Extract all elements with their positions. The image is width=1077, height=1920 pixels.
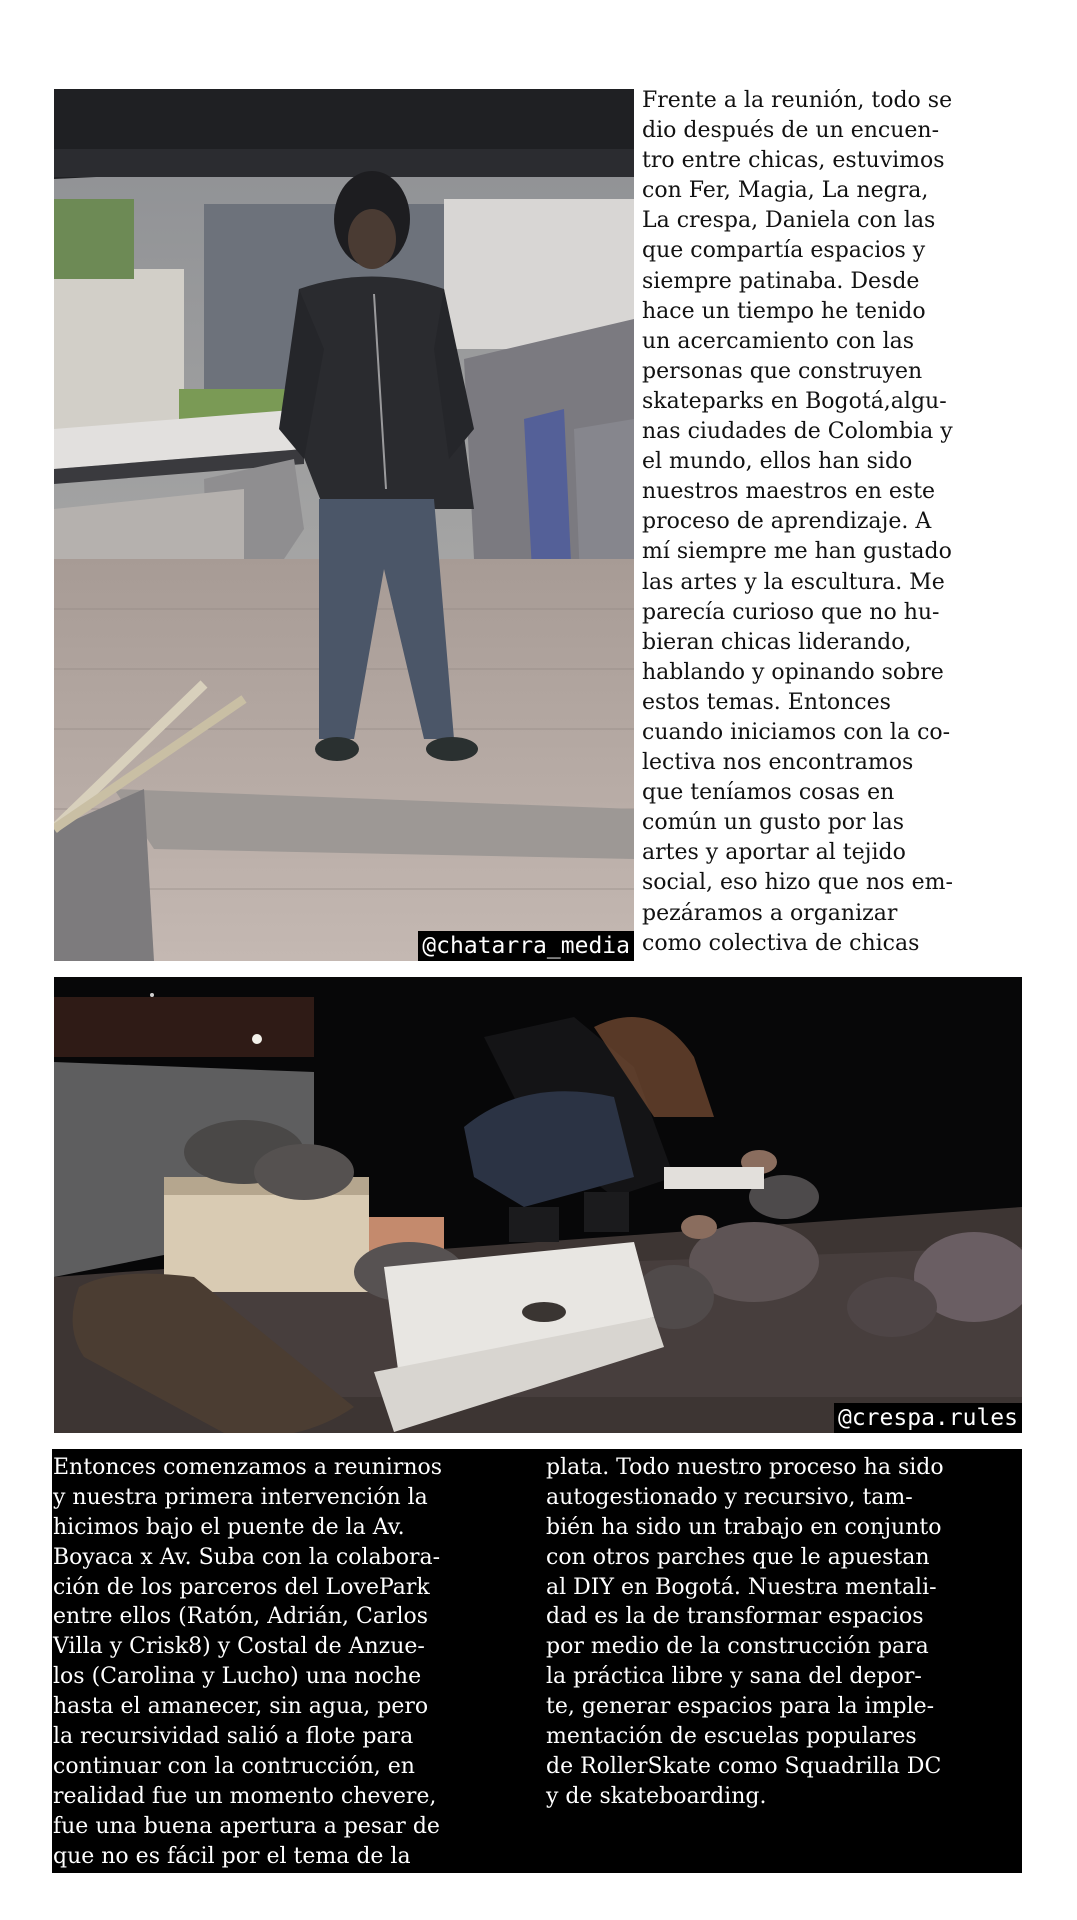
text-line: hace un tiempo he tenido: [642, 298, 926, 324]
text-line: al DIY en Bogotá. Nuestra mentali-: [546, 1574, 937, 1600]
story-text-left-column: [53, 1453, 442, 1871]
text-line: hicimos bajo el puente de la Av.: [53, 1514, 405, 1540]
text-line: te, generar espacios para la imple-: [546, 1694, 935, 1720]
text-line: nas ciudades de Colombia y: [642, 419, 953, 445]
photo-credit: @crespa.rules: [834, 1403, 1022, 1433]
text-line: siempre patinaba. Desde: [642, 268, 920, 294]
photo-credit: @chatarra_media: [418, 931, 634, 961]
text-line: tro entre chicas, estuvimos: [642, 148, 945, 174]
text-line: cuando iniciamos con la co-: [642, 719, 951, 745]
text-line: dad es la de transformar espacios: [546, 1604, 924, 1630]
intro-text-column: [642, 86, 1032, 959]
text-line: pezáramos a organizar: [642, 900, 898, 926]
text-line: los (Carolina y Lucho) una noche: [53, 1664, 422, 1690]
text-line: lectiva nos encontramos: [642, 750, 914, 776]
photo-man-under-bridge: [54, 89, 634, 961]
text-line: hasta el amanecer, sin agua, pero: [53, 1694, 429, 1720]
text-line: realidad fue un momento chevere,: [53, 1783, 437, 1809]
text-line: Boyaca x Av. Suba con la colabora-: [53, 1544, 441, 1570]
text-line: Villa y Crisk8) y Costal de Anzue-: [53, 1634, 425, 1660]
text-line: parecía curioso que no hu-: [642, 599, 940, 625]
text-line: de RollerSkate como Squadrilla DC: [546, 1753, 942, 1779]
text-line: social, eso hizo que nos em-: [642, 870, 953, 896]
text-line: la práctica libre y sana del depor-: [546, 1664, 922, 1690]
text-line: común un gusto por las: [642, 810, 904, 836]
text-line: bieran chicas liderando,: [642, 629, 912, 655]
text-line: que teníamos cosas en: [642, 780, 895, 806]
text-line: proceso de aprendizaje. A: [642, 509, 932, 535]
text-line: las artes y la escultura. Me: [642, 569, 945, 595]
story-text-right-column: [546, 1453, 944, 1812]
text-line: plata. Todo nuestro proceso ha sido: [546, 1455, 944, 1480]
text-line: con Fer, Magia, La negra,: [642, 178, 929, 204]
text-line: bién ha sido un trabajo en conjunto: [546, 1514, 942, 1540]
text-line: ción de los parceros del LovePark: [53, 1574, 430, 1600]
text-line: y nuestra primera intervención la: [53, 1484, 428, 1510]
photo-night-construction-illustration: [54, 977, 1022, 1433]
text-line: la recursividad salió a flote para: [53, 1724, 414, 1750]
photo-night-construction: [54, 977, 1022, 1433]
text-line: dio después de un encuen-: [642, 118, 940, 144]
text-line: nuestros maestros en este: [642, 479, 936, 505]
text-line: autogestionado y recursivo, tam-: [546, 1484, 913, 1510]
text-line: skateparks en Bogotá,algu-: [642, 388, 947, 414]
text-line: mí siempre me han gustado: [642, 539, 952, 565]
text-line: por medio de la construcción para: [546, 1634, 929, 1660]
text-line: continuar con la contrucción, en: [53, 1753, 415, 1779]
text-line: con otros parches que le apuestan: [546, 1544, 930, 1570]
text-line: fue una buena apertura a pesar de: [53, 1813, 440, 1839]
text-line: personas que construyen: [642, 358, 923, 384]
story-text-block: [52, 1449, 1022, 1873]
text-line: el mundo, ellos han sido: [642, 449, 913, 475]
photo-man-under-bridge-illustration: [54, 89, 634, 961]
text-line: estos temas. Entonces: [642, 689, 891, 715]
text-line: hablando y opinando sobre: [642, 659, 944, 685]
text-line: entre ellos (Ratón, Adrián, Carlos: [53, 1604, 429, 1630]
text-line: un acercamiento con las: [642, 328, 915, 354]
text-line: artes y aportar al tejido: [642, 840, 906, 866]
text-line: que no es fácil por el tema de la: [53, 1843, 411, 1869]
text-line: La crespa, Daniela con las: [642, 208, 936, 234]
text-line: que compartía espacios y: [642, 238, 926, 264]
text-line: y de skateboarding.: [546, 1783, 767, 1809]
text-line: mentación de escuelas populares: [546, 1724, 917, 1750]
text-line: como colectiva de chicas: [642, 930, 920, 956]
text-line: Frente a la reunión, todo se: [642, 88, 953, 113]
text-line: Entonces comenzamos a reunirnos: [53, 1455, 443, 1480]
